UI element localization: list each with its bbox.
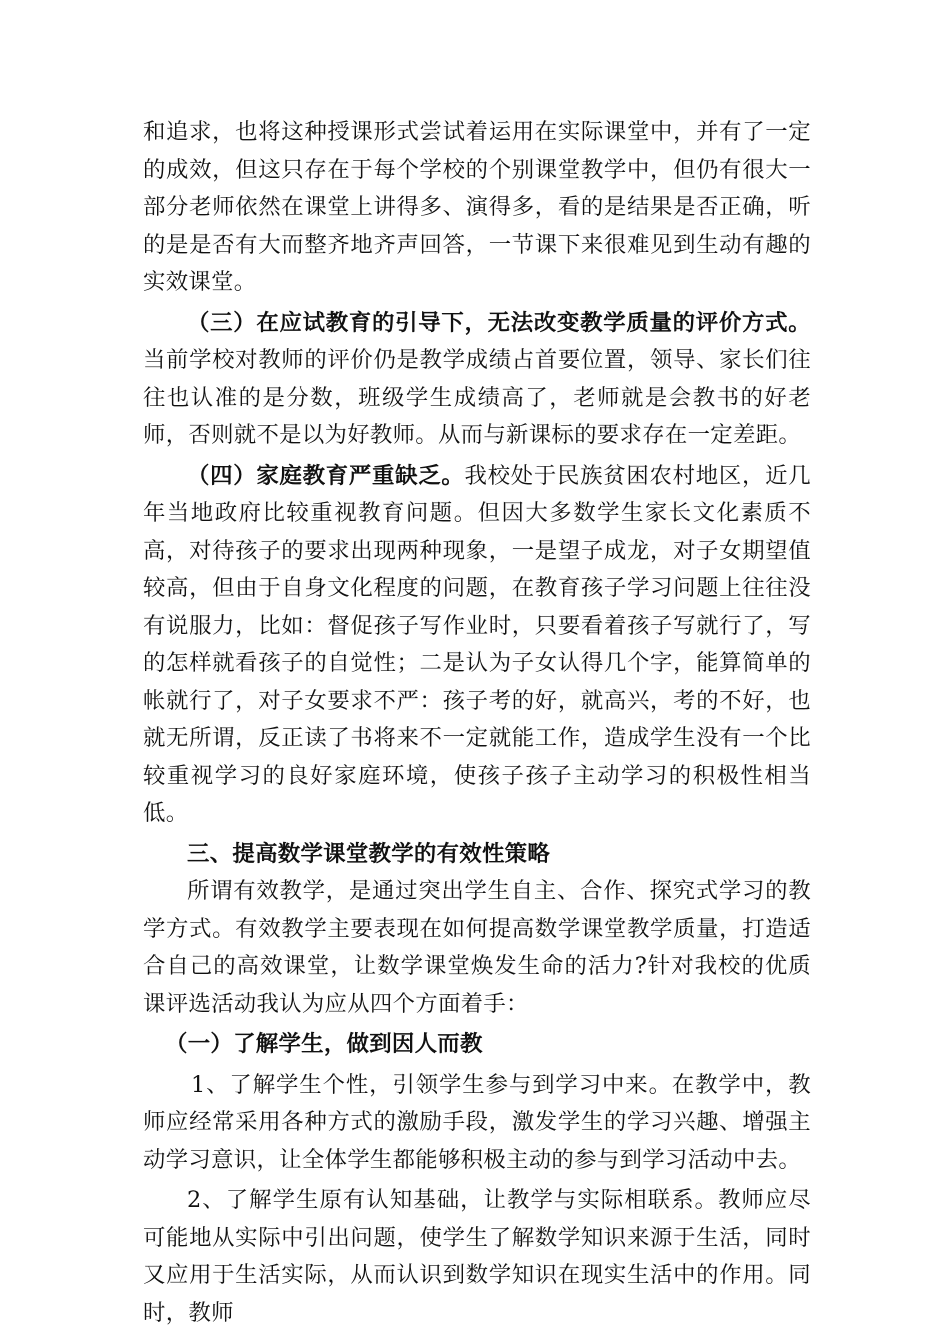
document-page xyxy=(143,114,811,1332)
paragraph-evaluation xyxy=(143,305,811,455)
paragraph-text: 当前学校对教师的评价仍是教学成绩占首要位置，领导、家长们往往也认准的是分数，班级学生成绩高了，老师就是会教书的好老师，否则就不是以为好教师。从而与新课标的要求存在一定差距。 xyxy=(143,347,811,448)
paragraph-heading-4: （四）家庭教育严重缺乏。 xyxy=(187,462,465,489)
paragraph-text: 和追求，也将这种授课形式尝试着运用在实际课堂中，并有了一定的成效，但这只存在于每个学校的个别课堂教学中，但仍有很大一部分老师依然在课堂上讲得多、演得多，看的是结果是否正确，听的是是否有大而整齐地齐声回答，一节课下来很难见到生动有趣的实效课堂。 xyxy=(143,119,811,295)
paragraph-effective-teaching xyxy=(143,873,811,1023)
paragraph-text: 2、了解学生原有认知基础，让教学与实际相联系。教师应尽可能地从实际中引出问题，使学生了解数学知识来源于生活，同时又应用于生活实际，从而认识到数学知识在现实生活中的作用。同时，教师 xyxy=(143,1187,811,1326)
paragraph-text: 我校处于民族贫困农村地区，近几年当地政府比较重视教育问题。但因大多数学生家长文化素质不高，对待孩子的要求出现两种现象，一是望子成龙，对子女期望值较高，但由于自身文化程度的问题，在教育孩子学习问题上往往没有说服力，比如：督促孩子写作业时，只要看着孩子写就行了，写的怎样就看孩子的自觉性；二是认为子女认得几个字，能算简单的帐就行了，对子女要求不严：孩子考的好，就高兴，考的不好，也就无所谓，反正读了书将来不一定就能工作，造成学生没有一个比较重视学习的良好家庭环境，使孩子孩子主动学习的积极性相当低。 xyxy=(143,462,811,826)
paragraph-text: 1、了解学生个性，引领学生参与到学习中来。在教学中，教师应经常采用各种方式的激励手段，激发学生的学习兴趣、增强主动学习意识，让全体学生都能够积极主动的参与到学习活动中去。 xyxy=(143,1071,811,1173)
paragraph-family-education xyxy=(143,458,811,833)
section-heading-3: 三、提高数学课堂教学的有效性策略 xyxy=(187,840,551,867)
paragraph-text: 所谓有效教学，是通过突出学生自主、合作、探究式学习的教学方式。有效教学主要表现在如何提高数学课堂教学质量，打造适合自己的高效课堂，让数学课堂焕发生命的活力?针对我校的优质课评选活动我认为应从四个方面着手： xyxy=(143,878,811,1017)
subsection-heading-1: （一）了解学生，做到因人而教 xyxy=(165,1031,483,1057)
paragraph-item-2 xyxy=(143,1182,811,1332)
paragraph-continuation xyxy=(143,114,811,302)
paragraph-item-1 xyxy=(143,1067,811,1180)
paragraph-heading-3: （三）在应试教育的引导下，无法改变教学质量的评价方式。 xyxy=(187,309,811,336)
